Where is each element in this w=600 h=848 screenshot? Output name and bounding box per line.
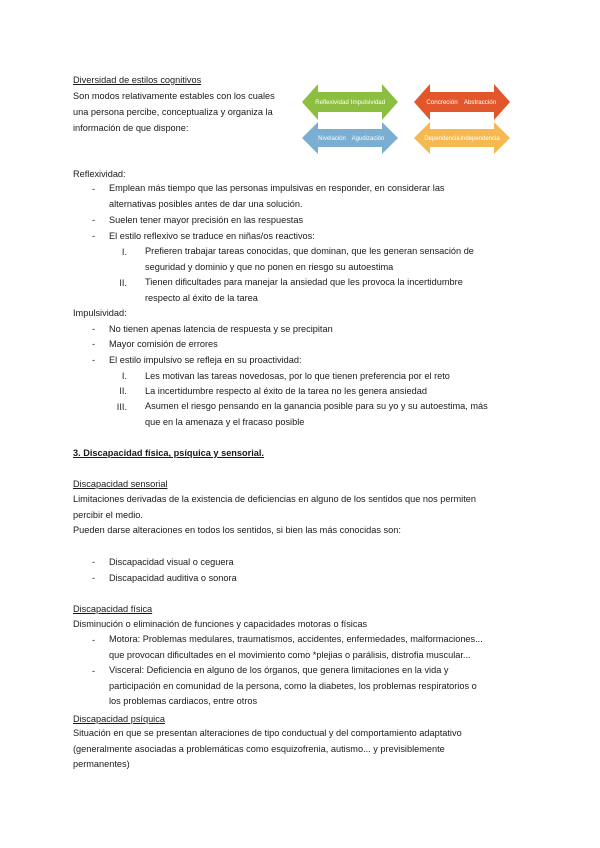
sub-list-item: [145, 399, 529, 430]
paragraph-line: Situación en que se presentan alteraciones de tipo conductual y del comportamiento adaptativo: [73, 728, 462, 738]
list-line: Visceral: Deficiencia en alguno de los órganos, que genera limitaciones en la vida y: [109, 665, 449, 675]
bullet-dash: -: [92, 573, 96, 583]
intro-heading: Diversidad de estilos cognitivos: [73, 75, 202, 85]
roman-numeral: I.: [121, 247, 127, 257]
paragraph-line: Pueden darse alteraciones en todos los sentidos, si bien las más conocidas son:: [73, 525, 401, 535]
list-line: Emplean más tiempo que las personas impulsivas en responder, en considerar las: [109, 183, 445, 193]
arrow-label: Impulsividad: [350, 99, 386, 106]
paragraph-line: (generalmente asociadas a problemáticas como esquizofrenia, autismo... y previsiblemente: [73, 743, 445, 754]
arrow-label: Independencia: [460, 136, 500, 142]
bullet-dash: -: [92, 666, 96, 676]
psiquica-paragraph: [73, 726, 529, 773]
double-arrow-dependencia-independencia: [414, 122, 510, 154]
bullet-dash: -: [92, 324, 96, 334]
list-item: No tienen apenas latencia de respuesta y se precipitan: [109, 324, 333, 334]
bullet-dash: -: [92, 557, 96, 567]
bullet-dash: -: [92, 231, 96, 241]
paragraph-line: permanentes): [73, 759, 130, 769]
sensorial-paragraph: [73, 492, 529, 539]
list-item: [109, 632, 529, 663]
sub-list-line: seguridad y dominio y que no ponen en riesgo su autoestima: [145, 261, 394, 272]
sub-list-line: Asumen el riesgo pensando en la ganancia posible para su yo y su autoestima, más: [145, 401, 488, 411]
arrow-label: Dependencia: [424, 136, 460, 142]
sub-list-line: que en la amenaza y el fracaso posible: [145, 416, 305, 427]
sensorial-heading: Discapacidad sensorial: [73, 479, 168, 489]
arrow-label: Nivelación: [318, 136, 346, 142]
list-item: El estilo impulsivo se refleja en su proactividad:: [109, 355, 302, 365]
roman-numeral: II.: [119, 386, 127, 396]
sub-list-line: respecto al éxito de la tarea: [145, 292, 258, 303]
list-item: Mayor comisión de errores: [109, 339, 218, 349]
sub-list-item: [145, 275, 529, 306]
list-line: alternativas posibles antes de dar una solución.: [109, 198, 303, 209]
list-item: El estilo reflexivo se traduce en niñas/os reactivos:: [109, 231, 315, 241]
arrow-label: Agudización: [351, 136, 385, 142]
cognitive-styles-diagram: [300, 80, 530, 160]
double-arrow-concrecion-abstraccion: [414, 84, 510, 120]
psiquica-heading: Discapacidad psíquica: [73, 714, 165, 724]
bullet-dash: -: [92, 339, 96, 349]
fisica-heading: Discapacidad física: [73, 604, 153, 614]
roman-numeral: III.: [116, 402, 127, 412]
section-title: 3. Discapacidad física, psíquica y sensorial.: [73, 448, 264, 458]
sub-list-line: Tienen dificultades para manejar la ansiedad que les provoca la incertidumbre: [145, 277, 463, 287]
bullet-dash: -: [92, 184, 96, 194]
list-line: participación en comunidad de la persona, como la diabetes, los problemas respiratorios o: [109, 680, 477, 691]
bullet-dash: -: [92, 355, 96, 365]
arrow-label: Abstracción: [463, 99, 497, 106]
arrow-label: Concreción: [426, 99, 458, 106]
paragraph-line: Limitaciones derivadas de la existencia de deficiencias en alguno de los sentidos que nos permiten: [73, 494, 476, 504]
list-line: Motora: Problemas medulares, traumatismos, accidentes, enfermedades, malformaciones...: [109, 634, 483, 644]
double-arrow-nivelacion-agudizacion: [302, 122, 398, 154]
sub-list-item: Les motivan las tareas novedosas, por lo que tienen preferencia por el reto: [145, 371, 450, 381]
arrow-label: Reflexividad: [315, 99, 349, 106]
list-item: Suelen tener mayor precisión en las respuestas: [109, 215, 304, 225]
impulsividad-title: Impulsividad:: [73, 308, 127, 318]
sub-list-item: [145, 244, 529, 275]
list-line: que provocan dificultades en el movimiento como *plejias o parálisis, distrofia muscular...: [109, 649, 471, 660]
paragraph-line: percibir el medio.: [73, 509, 143, 520]
roman-numeral: II.: [119, 278, 127, 288]
list-item: Discapacidad auditiva o sonora: [109, 573, 237, 583]
reflexividad-title: Reflexividad:: [73, 169, 126, 179]
sub-list-line: Prefieren trabajar tareas conocidas, que dominan, que les generan sensación de: [145, 246, 474, 256]
double-arrow-reflexividad-impulsividad: [302, 84, 398, 120]
intro-line: Son modos relativamente estables con los cuales: [73, 91, 275, 101]
intro-line: información de que dispone:: [73, 123, 189, 133]
fisica-line: Disminución o eliminación de funciones y capacidades motoras o físicas: [73, 619, 368, 629]
roman-numeral: I.: [121, 371, 127, 381]
list-line: los problemas cardiacos, entre otros: [109, 696, 258, 706]
intro-line: una persona percibe, conceptualiza y organiza la: [73, 107, 273, 117]
list-item: [109, 663, 529, 710]
list-item: Discapacidad visual o ceguera: [109, 557, 234, 567]
sub-list-item: La incertidumbre respecto al éxito de la tarea no les genera ansiedad: [145, 386, 427, 396]
bullet-dash: -: [92, 635, 96, 645]
list-item: [109, 181, 529, 212]
bullet-dash: -: [92, 215, 96, 225]
